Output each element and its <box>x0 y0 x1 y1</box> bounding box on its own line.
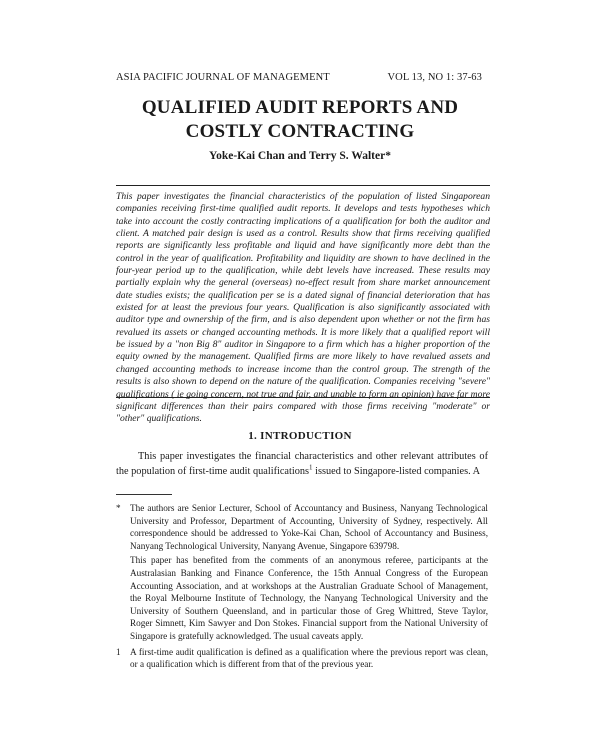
footnote-reference-1[interactable]: 1 <box>309 463 313 472</box>
running-header <box>116 72 482 83</box>
footnote-separator <box>116 494 172 495</box>
footnote-1-text: A first-time audit qualification is defined as a qualification where the previous report was clean, or a qualification which is different from that of the previous year. <box>130 646 488 670</box>
journal-name: ASIA PACIFIC JOURNAL OF MANAGEMENT <box>116 72 330 83</box>
author-line: Yoke-Kai Chan and Terry S. Walter* <box>209 150 391 162</box>
intro-text-continued: issued to Singapore-listed companies. A <box>312 466 481 477</box>
footnote-1-mark: 1 <box>116 646 121 657</box>
footnote-star-mark: * <box>116 503 121 513</box>
paper-title <box>0 96 600 144</box>
footnote-acknowledgement: This paper has benefited from the comments of an anonymous referee, participants at the Australasian Banking and Finance Conference, the 15th Annual Congress of the European Accounting Association, and at workshops at the Australian Graduate School of Management, the Royal Melbourne Institute of Technology, the Nanyang Technological University and the University of Southern Queensland, and in particular those of Greg Whittred, Steve Taylor, Roger Simnett, Kim Sawyer and Don Stokes. Financial support from the National University of Singapore is gratefully acknowledged. The usual caveats apply. <box>130 555 488 641</box>
footnotes <box>116 502 488 673</box>
introduction-paragraph <box>116 449 488 479</box>
intro-text: This paper investigates the financial characteristics and other relevant attributes of the population of first-time audit qualifications <box>116 451 488 477</box>
volume-info: VOL 13, NO 1: 37-63 <box>387 72 482 83</box>
title-line-2: COSTLY CONTRACTING <box>185 121 415 142</box>
footnote-author <box>116 502 488 552</box>
title-line-1: QUALIFIED AUDIT REPORTS AND <box>141 97 459 118</box>
abstract-top-rule <box>116 185 490 186</box>
abstract-bottom-rule <box>116 397 490 398</box>
footnote-author-text: The authors are Senior Lecturer, School of Accountancy and Business, Nanyang Technological University and Professor, Department of Accounting, University of Sydney, respectively. All correspondence should be addressed to Yoke-Kai Chan, School of Accountancy and Business, Nanyang Technological University, Nanyang Avenue, Singapore 639798. <box>130 503 488 551</box>
footnote-1 <box>116 646 488 671</box>
section-heading-introduction: 1. INTRODUCTION <box>248 430 352 442</box>
abstract-text: This paper investigates the financial characteristics of the population of listed Singaporean companies receiving first-time qualified audit reports. It develops and tests hypotheses which take into account the costly contracting implications of a qualification for both the auditor and client. A matched pair design is used as a control. Results show that firms receiving qualified reports are significantly less profitable and liquid and have significantly more debt than the control in the year of qualification. Profitability and liquidity are shown to have declined in the four-year period up to the qualification, while debt levels have increased. These results may partially explain why the general (overseas) no-effect result from share market announcement date studies exists; the qualification per se is a dated signal of financial deterioration that has existed for at least the previous four years. Qualification is also significantly associated with auditor type and ownership of the firm, and is also dependent upon whether or not the firm has revalued its assets or changed accounting methods. It is more likely that a qualified report will be issued by a "non Big 8" auditor in Singapore to a firm which has a higher proportion of the equity owned by the management. Qualified firms are more likely to have revalued assets and changed accounting methods to increase income than the control group. The strength of the results is also shown to depend on the nature of the qualification. Companies receiving "severe" qualifications ( ie going concern, not true and fair, and unable to form an opinion) have far more significant differences than their pairs compared with those firms receiving "moderate" or "other" qualifications. <box>116 191 490 425</box>
